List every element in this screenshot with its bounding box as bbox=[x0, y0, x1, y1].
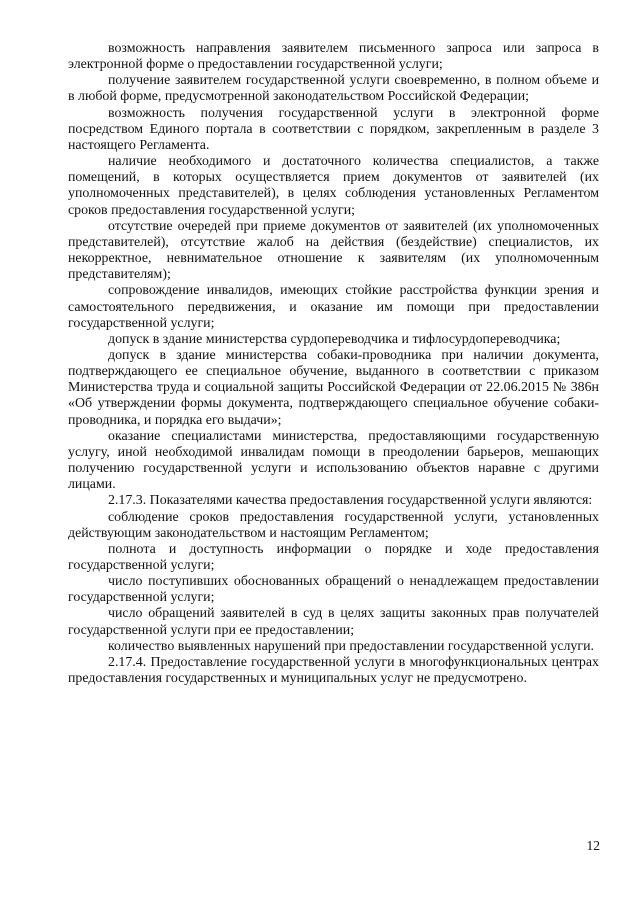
paragraph-section-2-17-4: 2.17.4. Предоставление государственной услуги в многофункциональных центрах предоставления государственных и муниципальных услуг не предусмотрено. bbox=[68, 654, 599, 687]
paragraph-request-submission: возможность направления заявителем письменного запроса или запроса в электронной форме о предоставлении государственной услуги; bbox=[68, 41, 599, 73]
paragraph-disabled-escort: сопровождение инвалидов, имеющих стойкие расстройства функции зрения и самостоятельного передвижения, и оказание им помощи при предоставлении государственной услуги; bbox=[68, 283, 599, 331]
paragraph-section-2-17-3: 2.17.3. Показателями качества предоставления государственной услуги являются: bbox=[108, 493, 593, 509]
paragraph-guide-dog: допуск в здание министерства собаки-проводника при наличии документа, подтверждающего ее специальное обучение, выданного в соответствии с приказом Министерства труда и социальной защиты Российской Федерации от 22.06.2015 № 386н «Об утверждении формы документа, подтверждающего специальное обучение собаки-проводника, и порядка его выдачи»; bbox=[68, 347, 599, 428]
paragraph-information-completeness: полнота и доступность информации о порядке и ходе предоставления государственной услуги; bbox=[68, 541, 599, 573]
paragraph-deadlines-compliance: соблюдение сроков предоставления государственной услуги, установленных действующим законодательством и настоящим Регламентом; bbox=[68, 509, 599, 541]
paragraph-court-appeals: число обращений заявителей в суд в целях защиты законных прав получателей государственной услуги при ее предоставлении; bbox=[68, 606, 599, 638]
paragraph-timely-receipt: получение заявителем государственной услуги своевременно, в полном объеме и в любой форме, предусмотренной законодательством Российской Федерации; bbox=[68, 73, 599, 105]
paragraph-specialist-assistance: оказание специалистами министерства, предоставляющими государственную услугу, иной необходимой инвалидам помощи в преодолении барьеров, мешающих получению государственной услуги и использованию объектов наравне с другими лицами. bbox=[68, 428, 599, 493]
paragraph-staff-premises: наличие необходимого и достаточного количества специалистов, а также помещений, в которых осуществляется прием документов от заявителей (их уполномоченных представителей), в целях соблюдения установленных Регламентом сроков предоставления государственной услуги; bbox=[68, 154, 599, 218]
paragraph-violations-count: количество выявленных нарушений при предоставлении государственной услуги. bbox=[108, 638, 594, 654]
paragraph-no-queues: отсутствие очередей при приеме документов от заявителей (их уполномоченных представителей), отсутствие жалоб на действия (бездействие) специалистов, их некорректное, невнимательное отношение к заявителям (их уполномоченным представителям); bbox=[68, 218, 599, 283]
paragraph-complaints-count: число поступивших обоснованных обращений о ненадлежащем предоставлении государственной услуги; bbox=[68, 574, 599, 606]
body-text bbox=[68, 41, 599, 687]
page-number: 12 bbox=[586, 838, 600, 853]
paragraph-electronic-form: возможность получения государственной услуги в электронной форме посредством Единого портала в соответствии с порядком, закрепленным в разделе 3 настоящего Регламента. bbox=[68, 105, 599, 153]
paragraph-sign-interpreter: допуск в здание министерства сурдопереводчика и тифлосурдопереводчика; bbox=[108, 331, 561, 347]
